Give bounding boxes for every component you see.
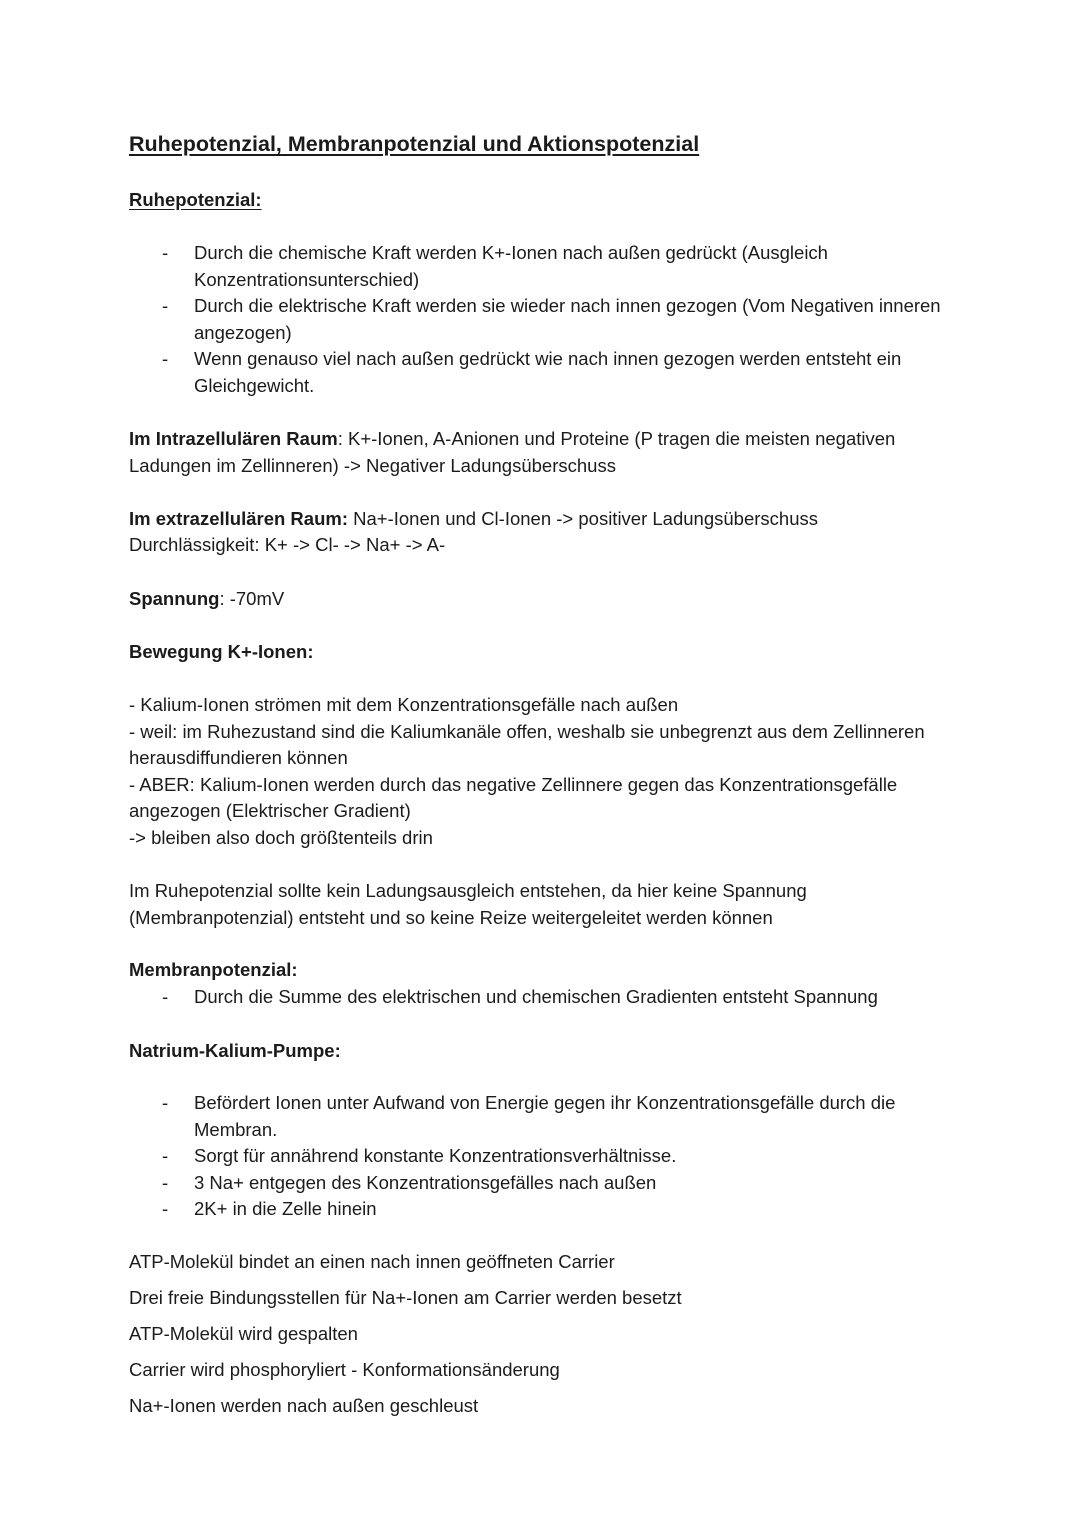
intrazellulaer-label: Im Intrazellulären Raum [129, 428, 338, 449]
list-item: - Befördert Ionen unter Aufwand von Energie gegen ihr Konzentrationsgefälle durch die Membran. [129, 1090, 952, 1143]
extrazellulaer-paragraph [129, 506, 952, 533]
section-heading-pumpe: Natrium-Kalium-Pumpe: [129, 1040, 341, 1061]
ladungsausgleich-paragraph: Im Ruhepotenzial sollte kein Ladungsausgleich entstehen, da hier keine Spannung (Membranpotenzial) entsteht und so keine Reize weitergeleitet werden können [129, 880, 807, 928]
bewegung-line: - ABER: Kalium-Ionen werden durch das negative Zellinnere gegen das Konzentrationsgefälle angezogen (Elektrischer Gradient) [129, 773, 898, 821]
step-line: Drei freie Bindungsstellen für Na+-Ionen am Carrier werden besetzt [129, 1287, 682, 1308]
intrazellulaer-text: : K+-Ionen, A-Anionen und Proteine (P tragen die meisten negativen Ladungen im Zellinneren) -> Negativer Ladungsüberschuss [129, 428, 896, 476]
bewegung-block [129, 692, 952, 851]
spannung-value: : -70mV [219, 588, 285, 609]
list-item: - Wenn genauso viel nach außen gedrückt wie nach innen gezogen werden entsteht ein Gleichgewicht. [129, 346, 952, 399]
list-item: - Durch die chemische Kraft werden K+-Ionen nach außen gedrückt (Ausgleich Konzentrationsunterschied) [129, 240, 952, 293]
pumpe-list [129, 1090, 952, 1223]
intrazellulaer-paragraph [129, 426, 952, 479]
durchlaessigkeit-line: Durchlässigkeit: K+ -> Cl- -> Na+ -> A- [129, 534, 446, 555]
list-item: - 2K+ in die Zelle hinein [129, 1196, 952, 1223]
extrazellulaer-text: Na+-Ionen und Cl-Ionen -> positiver Ladungsüberschuss [348, 508, 818, 529]
list-item: - Durch die Summe des elektrischen und chemischen Gradienten entsteht Spannung [129, 984, 952, 1011]
list-item: - 3 Na+ entgegen des Konzentrationsgefälles nach außen [129, 1170, 952, 1197]
section-heading-membranpotenzial: Membranpotenzial: [129, 959, 298, 980]
extrazellulaer-label: Im extrazellulären Raum: [129, 508, 348, 529]
step-line: ATP-Molekül bindet an einen nach innen geöffneten Carrier [129, 1251, 615, 1272]
step-line: ATP-Molekül wird gespalten [129, 1323, 358, 1344]
bewegung-line: -> bleiben also doch größtenteils drin [129, 826, 433, 848]
list-item: - Durch die elektrische Kraft werden sie wieder nach innen gezogen (Vom Negativen inneren angezogen) [129, 293, 952, 346]
bewegung-line: - weil: im Ruhezustand sind die Kaliumkanäle offen, weshalb sie unbegrenzt aus dem Zellinneren herausdiffundieren können [129, 720, 925, 768]
membranpotenzial-list [129, 984, 952, 1011]
step-line: Na+-Ionen werden nach außen geschleust [129, 1395, 479, 1416]
ruhepotenzial-list [129, 240, 952, 399]
step-line: Carrier wird phosphoryliert - Konformationsänderung [129, 1359, 560, 1380]
bewegung-line: - Kalium-Ionen strömen mit dem Konzentrationsgefälle nach außen [129, 694, 679, 715]
spannung-line [129, 586, 952, 613]
page-title: Ruhepotenzial, Membranpotenzial und Aktionspotenzial [129, 132, 700, 156]
spannung-label: Spannung [129, 588, 220, 609]
section-heading-ruhepotenzial: Ruhepotenzial: [129, 189, 262, 210]
list-item: - Sorgt für annährend konstante Konzentrationsverhältnisse. [129, 1143, 952, 1170]
section-heading-bewegung: Bewegung K+-Ionen: [129, 641, 314, 662]
